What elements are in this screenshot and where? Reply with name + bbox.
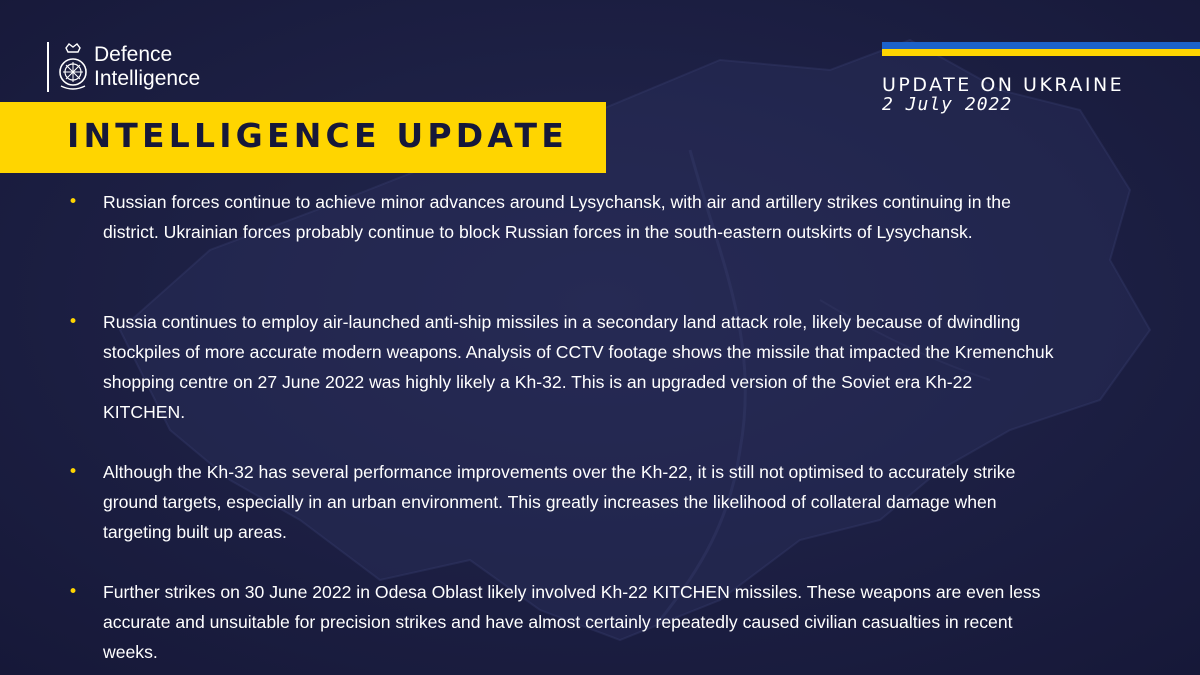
bullet-marker: • — [68, 462, 79, 482]
logo-line-2: Intelligence — [94, 67, 201, 90]
crest-icon — [55, 42, 91, 92]
logo-line-1: Defence — [94, 43, 173, 66]
update-title: UPDATE ON UKRAINE — [882, 74, 1125, 96]
bullet-marker: • — [68, 582, 79, 602]
flag-stripe-blue — [882, 42, 1200, 49]
defence-intelligence-logo — [47, 40, 200, 94]
update-date: 2 July 2022 — [882, 94, 1013, 115]
bullet-text-2: Russia continues to employ air-launched anti-ship missiles in a secondary land attack role, likely because of dwindling stockpiles of more accurate modern weapons. Analysis of CCTV footage shows the missile that impacted the Kremenchuk shopping centre on 27 June 2022 was highly likely a Kh-32. This is an upgraded version of the Soviet era Kh-22 KITCHEN. — [103, 312, 1054, 422]
bullet-text-1: Russian forces continue to achieve minor advances around Lysychansk, with air and artillery strikes continuing in the district. Ukrainian forces probably continue to block Russian forces in the south-eastern outskirts of Lysychansk. — [103, 192, 1011, 242]
bullet-marker: • — [68, 192, 79, 212]
bullet-item-1 — [63, 187, 1063, 247]
flag-stripe-yellow — [882, 49, 1200, 56]
banner-title: INTELLIGENCE UPDATE — [67, 116, 568, 155]
logo-divider — [47, 42, 49, 92]
bullet-text-3: Although the Kh-32 has several performance improvements over the Kh-22, it is still not optimised to accurately strike ground targets, especially in an urban environment. This greatly increases the likelihood of collateral damage when targeting built up areas. — [103, 462, 1016, 542]
bullet-item-2 — [63, 307, 1063, 427]
bullet-text-4: Further strikes on 30 June 2022 in Odesa Oblast likely involved Kh-22 KITCHEN missiles. These weapons are even less accurate and unsuitable for precision strikes and have almost certainly repeatedly caused civilian casualties in recent weeks. — [103, 582, 1041, 662]
bullet-item-3 — [63, 457, 1063, 547]
bullet-item-4 — [63, 577, 1063, 667]
bullet-marker: • — [68, 312, 79, 332]
logo-text — [94, 43, 200, 91]
